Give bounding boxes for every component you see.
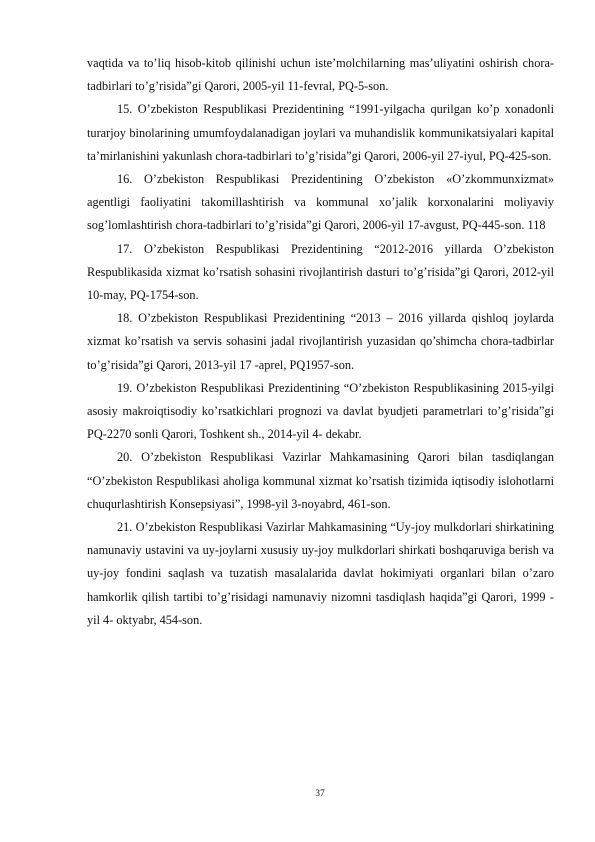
page-number: 37 [315,789,325,799]
reference-item: 15. O’zbekiston Respublikasi Prezidentining “1991-yilgacha qurilgan ko’p xonadonli turarjoy binolarining umumfoydalanadigan joylari va muhandislik kommunikatsiyalari kapital ta’mirlanishini yakunlash chora-tadbirlari to’g’risida”gi Qarori, 2006-yil 27-iyul, PQ-425-son. [87,102,554,163]
reference-item: 17. O’zbekiston Respublikasi Prezidentining “2012-2016 yillarda O’zbekiston Respublikasida xizmat ko’rsatish sohasini rivojlantirish dasturi to’g’risida”gi Qarori, 2012-yil 10-may, PQ-1754-son. [87,241,554,303]
reference-item: 19. O’zbekiston Respublikasi Prezidentining “O’zbekiston Respublikasining 2015-yilgi asosiy makroiqtisodiy ko’rsatkichlari prognozi va davlat byudjeti parametrlari to’g’risida”gi PQ-2270 sonli Qarori, Toshkent sh., 2014-yil 4- dekabr. [87,380,554,442]
reference-item: 18. O’zbekiston Respublikasi Prezidentining “2013 – 2016 yillarda qishloq joylarda xizmat ko’rsatish va servis sohasini jadal rivojlantirish yuzasidan qo’shimcha chora-tadbirlar to’g’risida”gi Qarori, 2013-yil 17 -aprel, PQ1957-son. [87,311,554,372]
reference-item: 16. O’zbekiston Respublikasi Prezidentining O’zbekiston «O’zkommunxizmat» agentligi faoliyatini takomillashtirish va kommunal xo’jalik korxonalarini moliyaviy sog’lomlashtirish chora-tadbirlari to’g’risida”gi Qarori, 2006-yil 17-avgust, PQ-445-son. 118 [87,172,554,233]
reference-item: vaqtida va to’liq hisob-kitob qilinishi uchun iste’molchilarning mas’uliyatini oshirish chora-tadbirlari to’g’risida”gi Qarori, 2005-yil 11-fevral, PQ-5-son. [87,56,554,94]
reference-item: 21. O’zbekiston Respublikasi Vazirlar Mahkamasining “Uy-joy mulkdorlari shirkatining namunaviy ustavini va uy-joylarni xususiy uy-joy mulkdorlari shirkati boshqaruviga berish va uy-joy fondini saqlash va tuzatish masalalarida davlat hokimiyati organlari bilan o’zaro hamkorlik qilish tartibi to’g’risidagi namunaviy nizomni tasdiqlash haqida”gi Qarori, 1999 -yil 4- oktyabr, 454-son. [87,520,554,627]
reference-list [87,52,554,632]
reference-item: 20. O’zbekiston Respublikasi Vazirlar Mahkamasining Qarori bilan tasdiqlangan “O’zbekiston Respublikasi aholiga kommunal xizmat ko’rsatish tizimida iqtisodiy islohotlarni chuqurlashtirish Konsepsiyasi”, 1998-yil 3-noyabrd, 461-son. [87,450,554,511]
